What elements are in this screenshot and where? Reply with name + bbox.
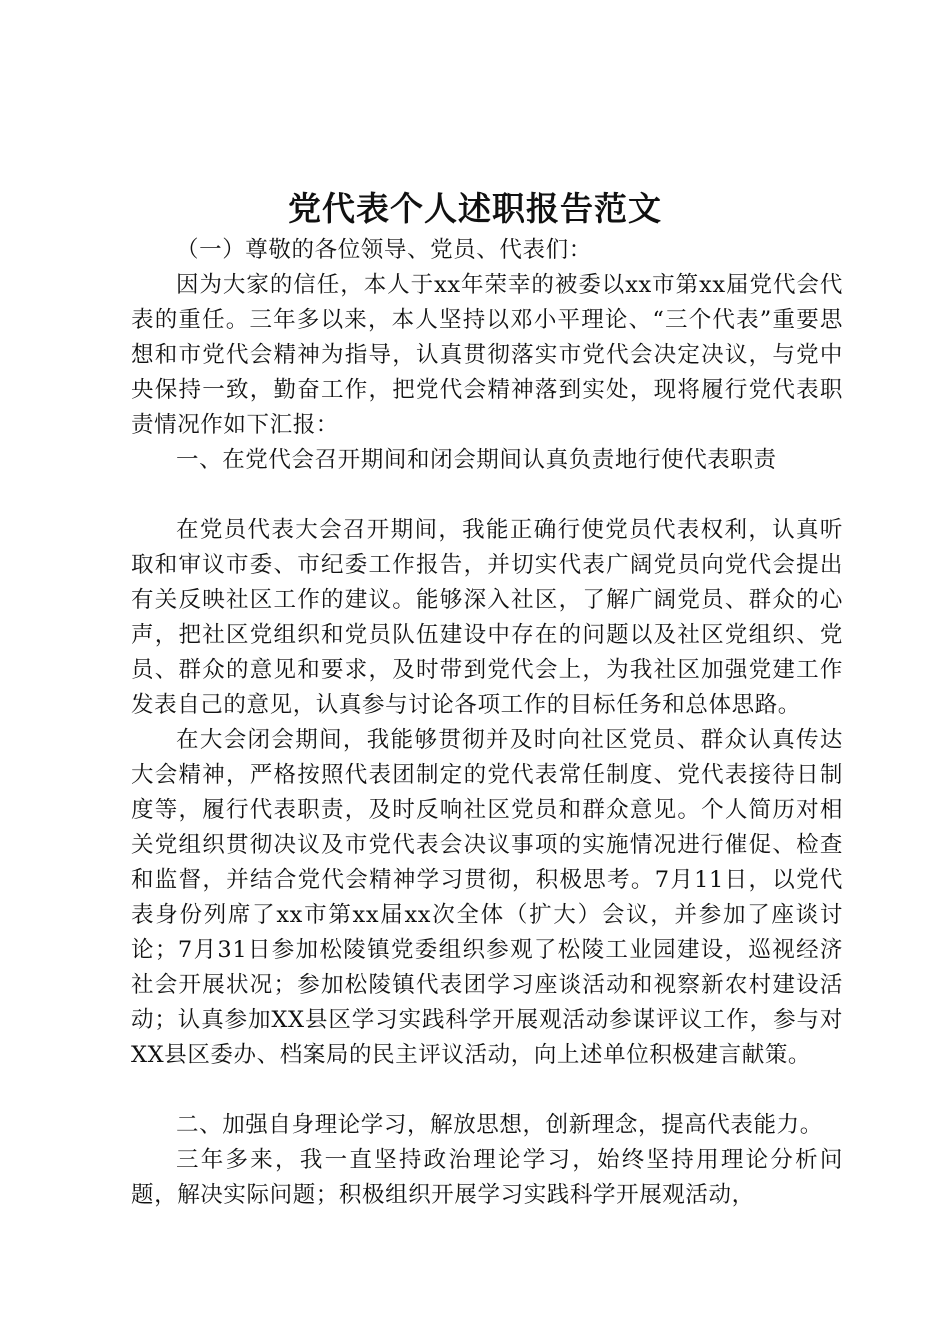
intro-paragraph: 因为大家的信任，本人于xx年荣幸的被委以xx市第xx届党代会代表的重任。三年多以来，本人坚持以邓小平理论、“三个代表”重要思想和市党代会精神为指导，认真贯彻落实市党代会决定决议，与党中央保持一致，勤奋工作，把党代会精神落到实处，现将履行党代表职责情况作如下汇报： — [131, 272, 843, 438]
paragraph-spacer — [131, 478, 843, 513]
section-heading-1: 一、在党代会召开期间和闭会期间认真负责地行使代表职责 — [176, 447, 777, 473]
body-paragraph: 三年多来，我一直坚持政治理论学习，始终坚持用理论分析问题，解决实际问题；积极组织开展学习实践科学开展观活动， — [131, 1147, 843, 1208]
paragraph-spacer — [131, 1073, 843, 1108]
body-paragraph: 在大会闭会期间，我能够贯彻并及时向社区党员、群众认真传达大会精神，严格按照代表团制定的党代表常任制度、党代表接待日制度等，履行代表职责，及时反响社区党员和群众意见。个人简历对相关党组织贯彻决议及市党代表会决议事项的实施情况进行催促、检查和监督，并结合党代会精神学习贯彻，积极思考。7月11日，以党代表身份列席了xx市第xx届xx次全体（扩大）会议，并参加了座谈讨论；7月31日参加松陵镇党委组织参观了松陵工业园建设，巡视经济社会开展状况；参加松陵镇代表团学习座谈活动和视察新农村建设活动；认真参加XX县区学习实践科学开展观活动参谋评议工作，参与对XX县区委办、档案局的民主评议活动，向上述单位积极建言献策。 — [131, 727, 843, 1068]
body-paragraph: 在党员代表大会召开期间，我能正确行使党员代表权利，认真听取和审议市委、市纪委工作报告，并切实代表广阔党员向党代会提出有关反映社区工作的建议。能够深入社区，了解广阔党员、群众的心声，把社区党组织和党员队伍建设中存在的问题以及社区党组织、党员、群众的意见和要求，及时带到党代会上，为我社区加强党建工作发表自己的意见，认真参与讨论各项工作的目标任务和总体思路。 — [131, 517, 843, 718]
section-heading-2: 二、加强自身理论学习，解放思想，创新理念，提高代表能力。 — [176, 1112, 823, 1138]
salutation-paragraph: （一）尊敬的各位领导、党员、代表们： — [176, 237, 592, 263]
document-title: 党代表个人述职报告范文 — [288, 189, 662, 228]
document-body — [131, 233, 843, 1213]
